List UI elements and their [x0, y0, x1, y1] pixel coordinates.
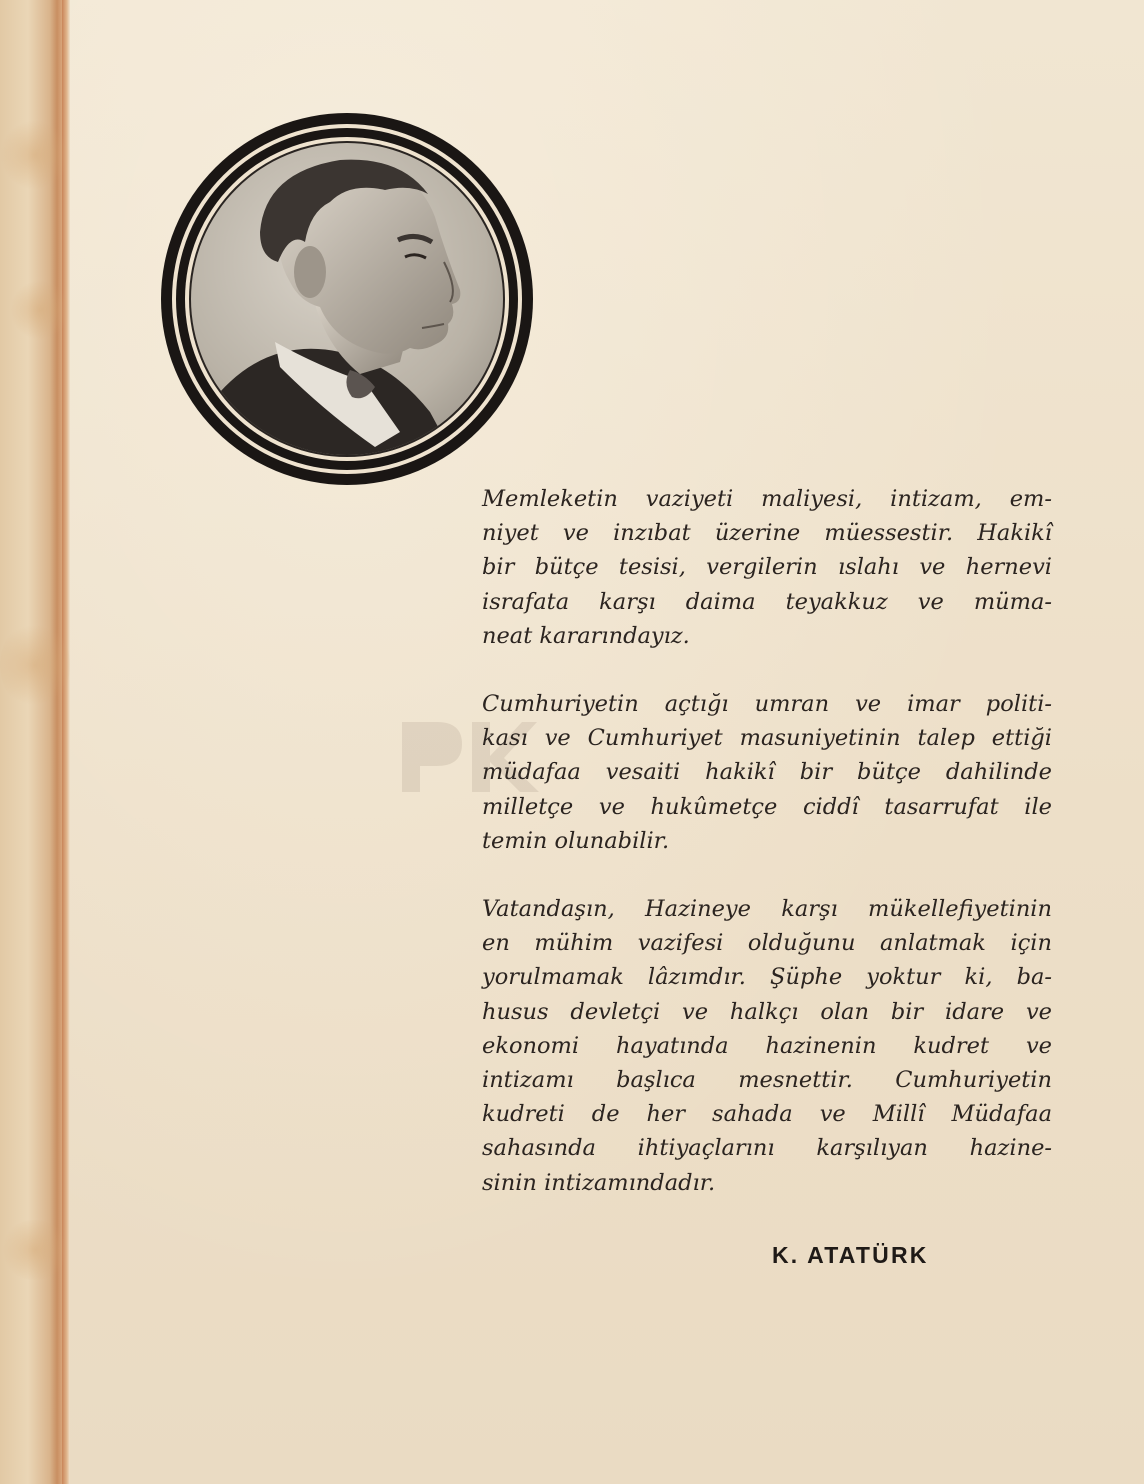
text-line: Memleketin vaziyeti maliyesi, intizam, em-: [482, 486, 1052, 512]
text-line: yorulmamak lâzımdır. Şüphe yoktur ki, ba-: [482, 964, 1052, 991]
portrait-medallion: [160, 112, 534, 486]
text-line: intizamı başlıca mesnettir. Cumhuriyetin: [482, 1067, 1052, 1094]
text-line: israfata karşı daima teyakkuz ve müma-: [482, 588, 1052, 615]
paper-stain: [0, 620, 70, 710]
text-line: husus devletçi ve halkçı olan bir idare ve: [482, 998, 1052, 1025]
quote-paragraph-1: [482, 482, 1052, 653]
signature: K. ATATÜRK: [772, 1242, 929, 1268]
quote-text: [482, 482, 1052, 1234]
paper-stain: [10, 280, 70, 340]
text-line: sinin intizamındadır.: [482, 1169, 716, 1196]
text-line: kudreti de her sahada ve Millî Müdafaa: [482, 1101, 1052, 1128]
text-line: Vatandaşın, Hazineye karşı mükellefiyetinin: [482, 896, 1052, 923]
text-line: Cumhuriyetin açtığı umran ve imar politi-: [482, 691, 1052, 718]
text-line: bir bütçe tesisi, vergilerin ıslahı ve hernevi: [482, 554, 1052, 581]
text-line: ekonomi hayatında hazinenin kudret ve: [482, 1032, 1052, 1059]
text-line: sahasında ihtiyaçlarını karşılıyan hazine-: [482, 1135, 1052, 1162]
text-line: müdafaa vesaiti hakikî bir bütçe dahilinde: [482, 759, 1052, 786]
text-line: milletçe ve hukûmetçe ciddî tasarrufat ile: [482, 793, 1052, 820]
paper-stain: [0, 120, 70, 190]
text-line: neat kararındayız.: [482, 622, 690, 649]
text-line: niyet ve inzıbat üzerine müessestir. Hakikî: [482, 520, 1052, 547]
quote-paragraph-3: [482, 892, 1052, 1200]
portrait-medallion-icon: [160, 112, 534, 486]
quote-paragraph-2: [482, 687, 1052, 858]
text-line: kası ve Cumhuriyet masuniyetinin talep ettiği: [482, 725, 1052, 752]
text-line: en mühim vazifesi olduğunu anlatmak için: [482, 930, 1052, 957]
paper-stain: [0, 1220, 70, 1280]
text-line: temin olunabilir.: [482, 827, 670, 854]
